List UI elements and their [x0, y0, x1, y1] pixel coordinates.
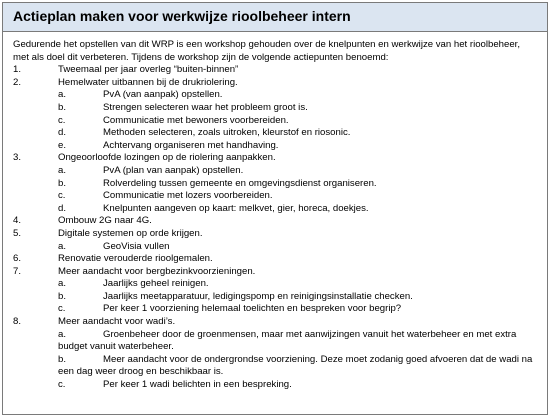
sub-action-text: Groenbeheer door de groenmensen, maar met aanwijzingen vanuit het waterbeheer en met extra budget vanuit waterbeheer. [58, 328, 517, 353]
sub-action-text: Rolverdeling tussen gemeente en omgevingsdienst organiseren. [103, 177, 377, 189]
action-number: 8. [13, 316, 22, 328]
sub-action-letter: b. [58, 101, 67, 113]
sub-action-text: Achtervang organiseren met handhaving. [103, 139, 279, 151]
sub-action-item [13, 115, 537, 128]
action-text: Meer aandacht voor wadi’s. [58, 316, 176, 328]
action-number: 3. [13, 152, 22, 164]
sub-action-text: Communicatie met bewoners voorbereiden. [103, 114, 289, 126]
action-item-1 [13, 64, 537, 77]
action-item-6 [13, 253, 537, 266]
sub-action-item [13, 203, 537, 216]
action-list [13, 64, 537, 391]
action-text: Renovatie verouderde rioolgemalen. [58, 253, 213, 265]
sub-action-text: PvA (van aanpak) opstellen. [103, 89, 223, 101]
sub-action-item [13, 291, 537, 304]
sub-action-letter: c. [58, 114, 66, 126]
sub-action-list [13, 329, 537, 392]
sub-action-text: Communicatie met lozers voorbereiden. [103, 190, 273, 202]
document-title: Actieplan maken voor werkwijze rioolbeheer intern [13, 8, 351, 24]
sub-action-item [13, 190, 537, 203]
action-text: Digitale systemen op orde krijgen. [58, 227, 203, 239]
sub-action-list [13, 241, 537, 254]
sub-action-item [13, 354, 537, 379]
sub-action-item [13, 140, 537, 153]
sub-action-letter: b. [58, 290, 67, 302]
action-number: 2. [13, 76, 22, 88]
action-item-5 [13, 228, 537, 241]
sub-action-letter: d. [58, 202, 67, 214]
sub-action-item [13, 89, 537, 102]
sub-action-item [13, 329, 537, 354]
sub-action-letter: a. [58, 278, 67, 290]
sub-action-letter: a. [58, 240, 67, 252]
sub-action-list [13, 278, 537, 316]
sub-action-letter: a. [58, 164, 67, 176]
sub-action-list [13, 165, 537, 215]
sub-action-text: Jaarlijks meetapparatuur, ledigingspomp en reinigingsinstallatie checken. [103, 290, 413, 302]
sub-action-item [13, 127, 537, 140]
sub-action-item [13, 303, 537, 316]
intro-paragraph: Gedurende het opstellen van dit WRP is een workshop gehouden over de knelpunten en werkwijze van het rioolbeheer, met als doel dit verbeteren. Tijdens de workshop zijn de volgende actiepunten benoemd: [13, 39, 521, 63]
sub-action-item [13, 241, 537, 254]
action-plan-box [2, 2, 548, 415]
sub-action-letter: b. [58, 177, 67, 189]
action-text: Tweemaal per jaar overleg “buiten-binnen” [58, 64, 239, 76]
action-text: Hemelwater uitbannen bij de drukriolering. [58, 76, 238, 88]
sub-action-text: Knelpunten aangeven op kaart: melkvet, gier, horeca, doekjes. [103, 202, 369, 214]
sub-action-text: Per keer 1 voorziening helemaal toelichten en bespreken voor begrip? [103, 303, 402, 315]
sub-action-letter: d. [58, 127, 67, 139]
action-item-4 [13, 215, 537, 228]
title-band [3, 3, 547, 32]
sub-action-text: Jaarlijks geheel reinigen. [103, 278, 209, 290]
content [3, 32, 547, 392]
action-number: 1. [13, 64, 22, 76]
sub-action-item [13, 178, 537, 191]
sub-action-letter: a. [58, 328, 67, 340]
action-item-2 [13, 77, 537, 90]
sub-action-letter: b. [58, 353, 67, 365]
action-item-8 [13, 316, 537, 329]
sub-action-text: GeoVisia vullen [103, 240, 170, 252]
sub-action-text: Meer aandacht voor de ondergrondse voorziening. Deze moet zodanig goed afvoeren dat de wadi na een dag weer droog en beschikbaar is. [58, 353, 533, 378]
sub-action-item [13, 165, 537, 178]
action-number: 4. [13, 215, 22, 227]
sub-action-letter: e. [58, 139, 67, 151]
action-number: 5. [13, 227, 22, 239]
sub-action-letter: c. [58, 379, 66, 391]
sub-action-item [13, 102, 537, 115]
action-text: Ombouw 2G naar 4G. [58, 215, 152, 227]
sub-action-letter: c. [58, 190, 66, 202]
sub-action-letter: a. [58, 89, 67, 101]
sub-action-letter: c. [58, 303, 66, 315]
sub-action-list [13, 89, 537, 152]
sub-action-item [13, 278, 537, 291]
sub-action-text: Methoden selecteren, zoals uitroken, kleurstof en riosonic. [103, 127, 351, 139]
sub-action-text: Strengen selecteren waar het probleem groot is. [103, 101, 308, 113]
action-number: 6. [13, 253, 22, 265]
action-number: 7. [13, 265, 22, 277]
action-text: Ongeoorloofde lozingen op de riolering aanpakken. [58, 152, 276, 164]
sub-action-item [13, 379, 537, 392]
sub-action-text: Per keer 1 wadi belichten in een bespreking. [103, 379, 292, 391]
action-text: Meer aandacht voor bergbezinkvoorzieningen. [58, 265, 256, 277]
action-item-3 [13, 152, 537, 165]
action-item-7 [13, 266, 537, 279]
sub-action-text: PvA (plan van aanpak) opstellen. [103, 164, 244, 176]
